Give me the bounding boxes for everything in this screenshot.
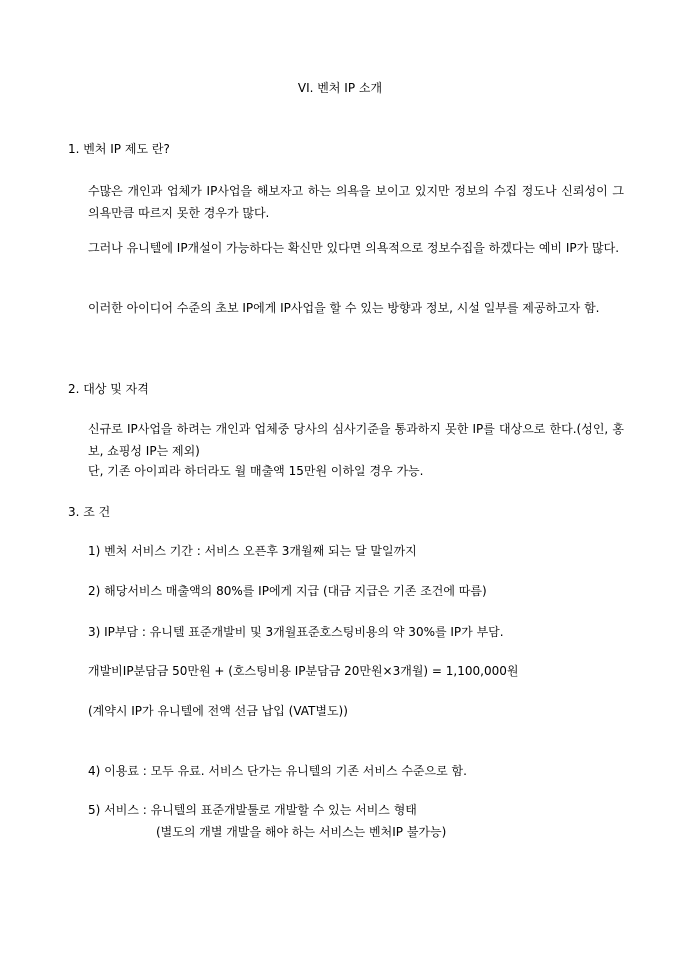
condition-item-3-note: (계약시 IP가 유니텔에 전액 선금 납입 (VAT별도)) <box>88 704 348 718</box>
section-1-paragraph-1: 수많은 개인과 업체가 IP사업을 해보자고 하는 의욕을 보이고 있지만 정보의 수집 정도나 신뢰성이 그 의욕만큼 따르지 못한 경우가 많다. <box>88 184 624 220</box>
section-1-paragraph-2: 그러나 유니텔에 IP개설이 가능하다는 확신만 있다면 의욕적으로 정보수집을 하겠다는 예비 IP가 많다. <box>88 241 620 255</box>
section-2-heading: 2. 대상 및 자격 <box>68 382 149 396</box>
condition-item-4: 4) 이용료 : 모두 유료. 서비스 단가는 유니텔의 기존 서비스 수준으로 함. <box>88 764 467 778</box>
section-1-paragraph-3: 이러한 아이디어 수준의 초보 IP에게 IP사업을 할 수 있는 방향과 정보, 시설 일부를 제공하고자 함. <box>88 301 600 315</box>
section-3-heading: 3. 조 건 <box>68 505 111 519</box>
condition-item-3-calc: 개발비IP분담금 50만원 + (호스팅비용 IP분담금 20만원×3개월) = 1,100,000원 <box>88 664 519 678</box>
page-title: VI. 벤처 IP 소개 <box>297 81 383 95</box>
condition-item-5: 5) 서비스 : 유니텔의 표준개발툴로 개발할 수 있는 서비스 형태 <box>88 803 417 817</box>
section-2-paragraph-1: 신규로 IP사업을 하려는 개인과 업체중 당사의 심사기준을 통과하지 못한 IP를 대상으로 한다.(성인, 홍보, 쇼핑성 IP는 제외) <box>88 422 624 458</box>
condition-item-2: 2) 해당서비스 매출액의 80%를 IP에게 지급 (대금 지급은 기존 조건에 따름) <box>88 584 487 598</box>
section-1-heading: 1. 벤처 IP 제도 란? <box>68 142 170 156</box>
condition-item-1: 1) 벤처 서비스 기간 : 서비스 오픈후 3개월째 되는 달 말일까지 <box>88 544 417 558</box>
condition-item-5-note: (별도의 개별 개발을 해야 하는 서비스는 벤처IP 불가능) <box>156 825 447 839</box>
condition-item-3: 3) IP부담 : 유니텔 표준개발비 및 3개월표준호스팅비용의 약 30%를 IP가 부담. <box>88 625 504 639</box>
section-2-paragraph-2: 단, 기존 아이피라 하더라도 월 매출액 15만원 이하일 경우 가능. <box>88 464 424 478</box>
